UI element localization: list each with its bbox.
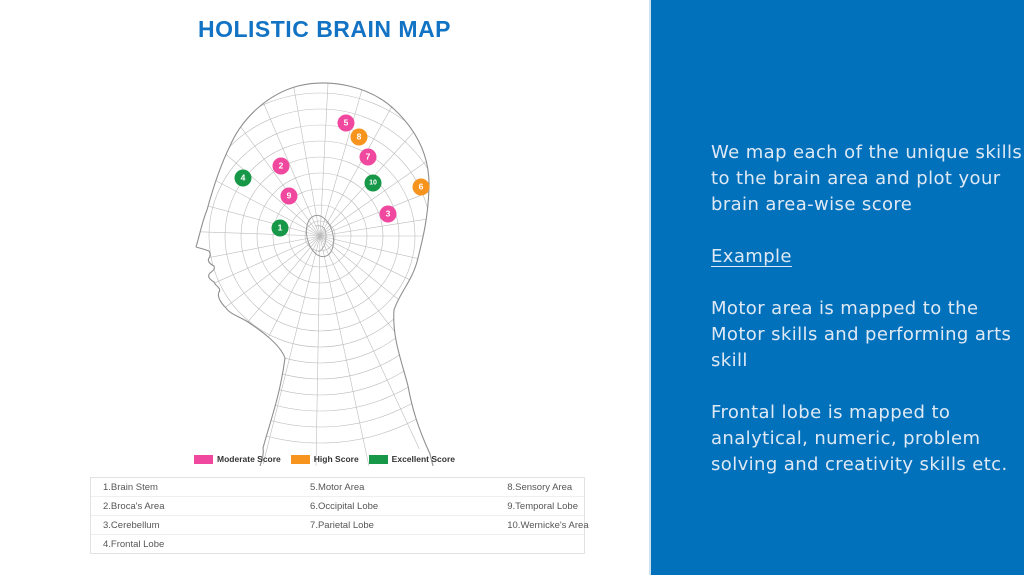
legend-item-2 [369, 454, 455, 464]
page-title: HOLISTIC BRAIN MAP [197, 16, 452, 42]
table-cell: 9.Temporal Lobe [507, 501, 579, 512]
panel-text-line: analytical, numeric, problem [711, 428, 981, 449]
table-cell: 2.Broca's Area [103, 501, 165, 512]
panel-text-line: brain area-wise score [711, 194, 913, 215]
panel-text-line: skill [711, 350, 748, 371]
table-cell: 8.Sensory Area [507, 482, 573, 493]
table-cell: 3.Cerebellum [103, 520, 160, 531]
panel-text-line: Frontal lobe is mapped to [711, 402, 951, 423]
head-outline [196, 83, 433, 466]
table-row [91, 478, 584, 497]
panel-text-line: solving and creativity skills etc. [711, 454, 1008, 475]
table-cell: 7.Parietal Lobe [310, 520, 374, 531]
brain-dot-7: 7 [360, 149, 377, 166]
table-cell: 10.Wernicke's Area [507, 520, 589, 531]
panel-paragraph-0 [711, 140, 1023, 218]
table-cell [495, 535, 584, 553]
table-cell: 4.Frontal Lobe [103, 539, 165, 550]
brain-dot-9: 9 [281, 188, 298, 205]
brain-dot-3: 3 [380, 206, 397, 223]
table-cell: 1.Brain Stem [103, 482, 158, 493]
panel-text-line: Example [711, 246, 792, 267]
legend-item-1 [291, 454, 359, 464]
panel-text-line: Motor area is mapped to the [711, 298, 979, 319]
wireframe-head-illustration [130, 76, 520, 466]
legend-label: Moderate Score [217, 454, 281, 464]
score-legend [0, 454, 649, 464]
table-cell: 5.Motor Area [310, 482, 365, 493]
legend-swatch-icon [194, 455, 213, 464]
info-panel [649, 0, 1024, 575]
table-row [91, 516, 589, 535]
brain-dot-5: 5 [338, 115, 355, 132]
table-cell: 6.Occipital Lobe [310, 501, 379, 512]
table-row [91, 535, 584, 553]
legend-label: Excellent Score [391, 454, 455, 464]
panel-text-line: to the brain area and plot your [711, 168, 1001, 189]
brain-areas-table [90, 477, 589, 554]
panel-paragraph-1 [711, 244, 1011, 270]
brain-dot-10: 10 [365, 175, 382, 192]
legend-item-0 [194, 454, 281, 464]
panel-paragraph-3 [711, 400, 1011, 478]
panel-text-line: We map each of the unique skills [711, 142, 1023, 163]
info-panel-text [711, 140, 1023, 504]
legend-label: High Score [313, 454, 359, 464]
brain-dot-2: 2 [273, 158, 290, 175]
table-cell [298, 535, 495, 553]
brain-dot-8: 8 [351, 129, 368, 146]
brain-dot-6: 6 [413, 179, 430, 196]
table-row [91, 497, 584, 516]
legend-swatch-icon [369, 455, 388, 464]
panel-text-line: Motor skills and performing arts [711, 324, 1012, 345]
panel-paragraph-2 [711, 296, 1011, 374]
legend-swatch-icon [291, 455, 310, 464]
brain-dot-4: 4 [235, 170, 252, 187]
brain-dot-1: 1 [272, 220, 289, 237]
